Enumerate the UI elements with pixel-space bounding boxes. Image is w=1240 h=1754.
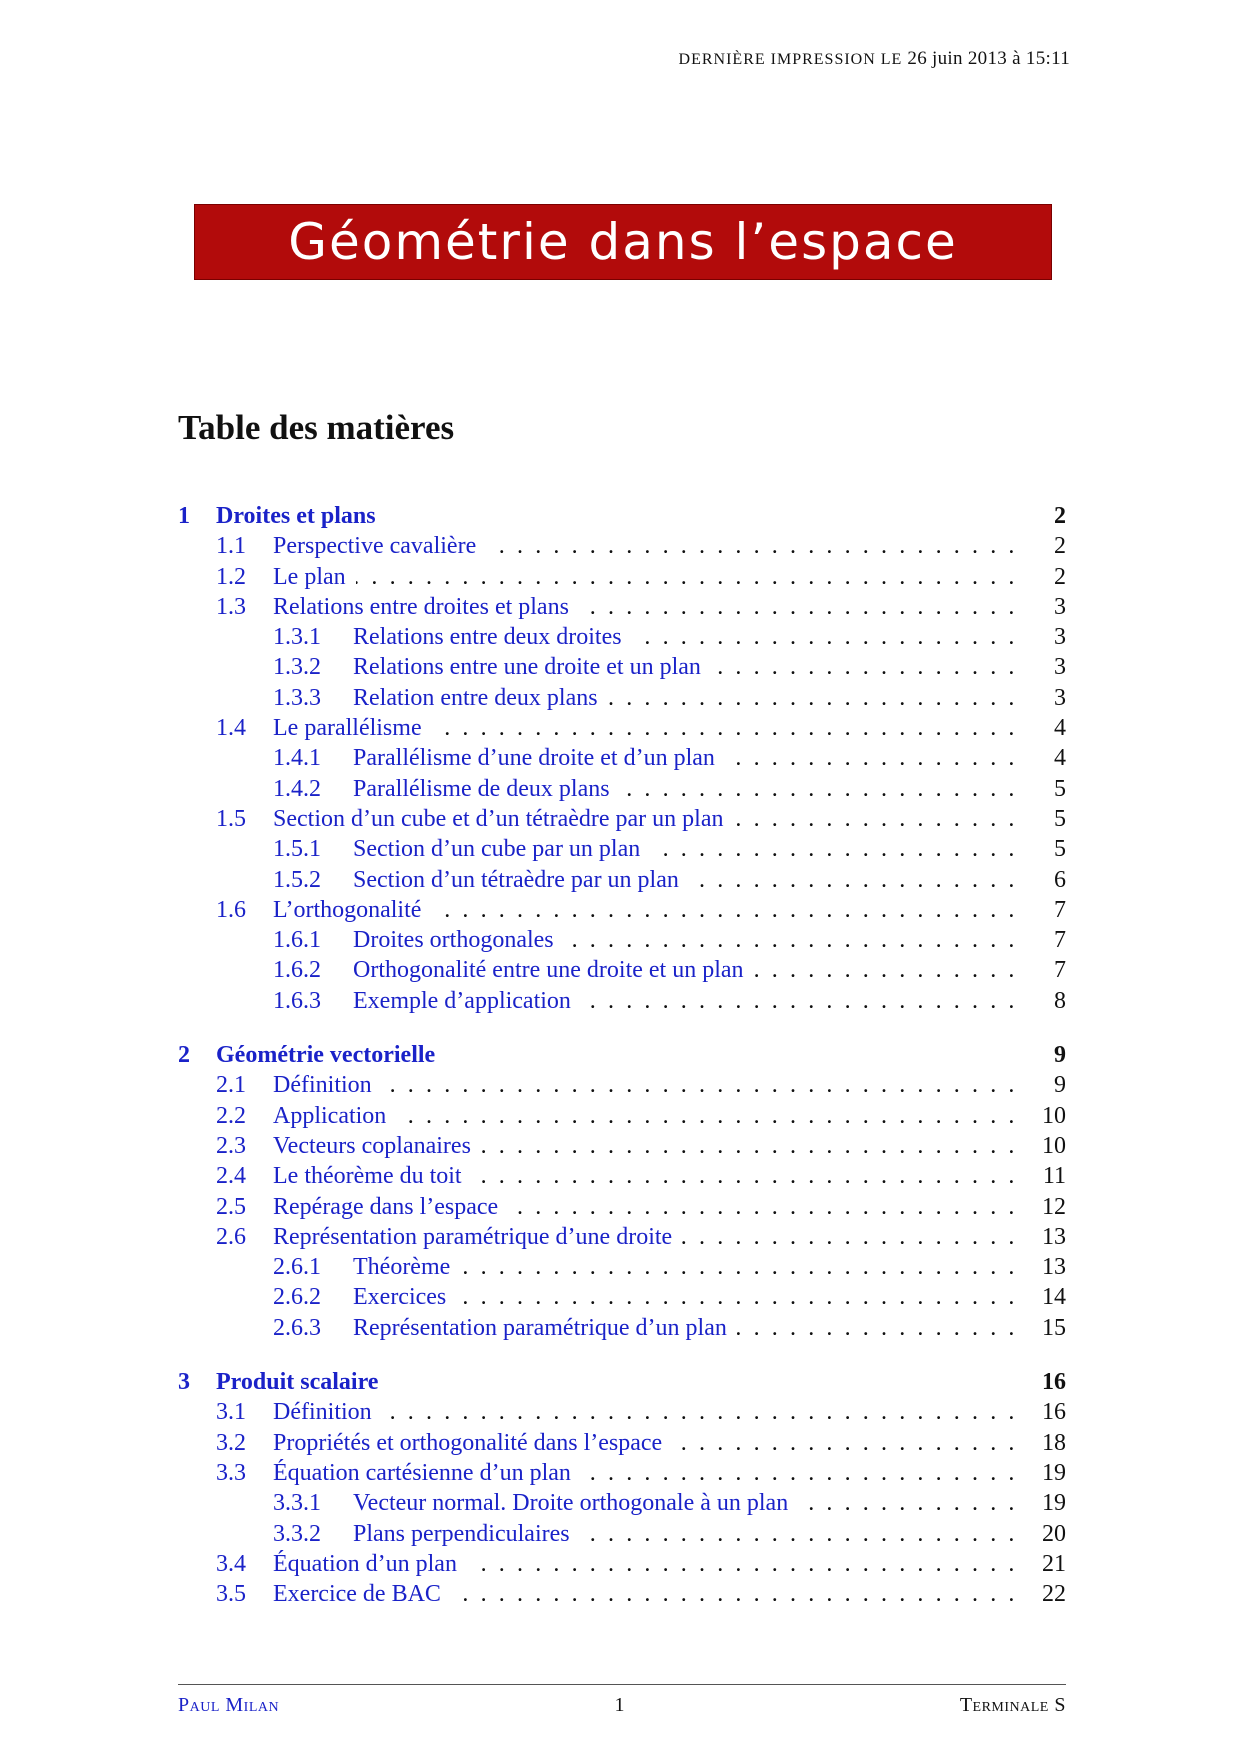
toc-dot-leader: [579, 594, 1016, 621]
toc-entry-title[interactable]: Exemple d’application: [353, 987, 571, 1014]
toc-dot-leader: [472, 1163, 1016, 1190]
document-title-banner: [194, 204, 1052, 280]
toc-section-row[interactable]: [178, 1042, 1066, 1072]
toc-entry-number: 3.3.1: [273, 1490, 321, 1517]
toc-entry-row[interactable]: [178, 1194, 1066, 1224]
toc-dot-leader: [467, 1551, 1016, 1578]
toc-entry-row[interactable]: [178, 533, 1066, 563]
toc-entry-title[interactable]: Définition: [273, 1399, 372, 1426]
toc-entry-number: 2.5: [216, 1193, 246, 1220]
toc-entry-title[interactable]: Parallélisme de deux plans: [353, 775, 610, 802]
toc-page-number: 21: [1042, 1550, 1066, 1577]
toc-dot-leader: [672, 1430, 1016, 1457]
toc-entry-row[interactable]: [178, 1163, 1066, 1193]
toc-entry-row[interactable]: [178, 745, 1066, 775]
toc-entry-number: 1.5.1: [273, 836, 321, 863]
toc-entry-title[interactable]: Définition: [273, 1072, 372, 1099]
toc-page-number: 14: [1042, 1284, 1066, 1311]
toc-entry-number: 2.1: [216, 1072, 246, 1099]
toc-entry-number: 2.2: [216, 1102, 246, 1129]
toc-page-number: 10: [1042, 1132, 1066, 1159]
toc-entry-number: 1.4.2: [273, 775, 321, 802]
toc-entry-number: 2.6.1: [273, 1254, 321, 1281]
toc-page-number: 10: [1042, 1102, 1066, 1129]
toc-entry-row[interactable]: [178, 927, 1066, 957]
toc-entry-row[interactable]: [178, 988, 1066, 1018]
toc-section-row[interactable]: [178, 503, 1066, 533]
toc-entry-row[interactable]: [178, 867, 1066, 897]
toc-entry-row[interactable]: [178, 1399, 1066, 1429]
toc-entry-number: 1.3.1: [273, 624, 321, 651]
toc-entry-title[interactable]: Vecteurs coplanaires: [273, 1132, 471, 1159]
toc-dot-leader: [734, 806, 1017, 833]
toc-dot-leader: [451, 1581, 1016, 1608]
toc-entry-title[interactable]: Relations entre deux droites: [353, 624, 622, 651]
toc-entry-title[interactable]: Perspective cavalière: [273, 533, 477, 560]
table-of-contents: [178, 503, 1066, 1635]
toc-entry-title[interactable]: Droites orthogonales: [353, 927, 554, 954]
toc-page-number: 18: [1042, 1429, 1066, 1456]
toc-dot-leader: [460, 1254, 1016, 1281]
toc-dot-leader: [711, 654, 1016, 681]
toc-page-number: 5: [1054, 805, 1066, 832]
toc-entry-title[interactable]: Produit scalaire: [216, 1369, 379, 1396]
footer-class-name: Terminale S: [959, 1694, 1066, 1716]
toc-page-number: 4: [1054, 715, 1066, 742]
toc-page-number: 22: [1042, 1581, 1066, 1608]
toc-entry-number: 1.6.3: [273, 987, 321, 1014]
toc-page-number: 4: [1054, 745, 1066, 772]
toc-entry-title[interactable]: Le parallélisme: [273, 715, 422, 742]
toc-entry-row[interactable]: [178, 1581, 1066, 1611]
toc-section: [178, 503, 1066, 1018]
toc-entry-number: 2: [178, 1042, 190, 1069]
toc-entry-number: 3.5: [216, 1581, 246, 1608]
toc-entry-row[interactable]: [178, 1551, 1066, 1581]
toc-entry-number: 1.3.2: [273, 654, 321, 681]
toc-entry-number: 2.4: [216, 1163, 246, 1190]
toc-dot-leader: [508, 1194, 1016, 1221]
toc-entry-title[interactable]: Section d’un cube et d’un tétraèdre par un plan: [273, 805, 724, 832]
toc-entry-title[interactable]: Le plan: [273, 563, 346, 590]
toc-entry-number: 1.2: [216, 563, 246, 590]
toc-entry-row[interactable]: [178, 715, 1066, 745]
toc-entry-title[interactable]: Représentation paramétrique d’un plan: [353, 1314, 727, 1341]
toc-entry-number: 1.5: [216, 805, 246, 832]
toc-dot-leader: [481, 1133, 1016, 1160]
toc-entry-row[interactable]: [178, 1521, 1066, 1551]
toc-dot-leader: [396, 1103, 1016, 1130]
toc-dot-leader: [581, 1460, 1016, 1487]
toc-entry-title[interactable]: Relations entre une droite et un plan: [353, 654, 701, 681]
toc-entry-row[interactable]: [178, 1490, 1066, 1520]
toc-entry-number: 1.3.3: [273, 684, 321, 711]
toc-page-number: 8: [1054, 987, 1066, 1014]
toc-entry-row[interactable]: [178, 1224, 1066, 1254]
toc-entry-title[interactable]: Droites et plans: [216, 503, 376, 529]
toc-dot-leader: [798, 1490, 1016, 1517]
footer-author: Paul Milan: [178, 1694, 280, 1716]
toc-entry-title[interactable]: Relations entre droites et plans: [273, 593, 569, 620]
toc-entry-number: 1.5.2: [273, 866, 321, 893]
page-footer: [178, 1694, 1066, 1717]
toc-page-number: 5: [1054, 775, 1066, 802]
toc-entry-number: 1.4: [216, 715, 246, 742]
toc-entry-row[interactable]: [178, 564, 1066, 594]
toc-dot-leader: [682, 1224, 1016, 1251]
toc-section: [178, 1042, 1066, 1345]
toc-entry-row[interactable]: [178, 624, 1066, 654]
toc-dot-leader: [620, 776, 1016, 803]
toc-dot-leader: [737, 1315, 1016, 1342]
toc-entry-row[interactable]: [178, 1103, 1066, 1133]
toc-entry-title[interactable]: Section d’un tétraèdre par un plan: [353, 866, 679, 893]
toc-entry-number: 3.2: [216, 1429, 246, 1456]
toc-heading: Table des matières: [178, 408, 455, 447]
toc-page-number: 19: [1042, 1459, 1066, 1486]
toc-entry-title[interactable]: Relation entre deux plans: [353, 684, 598, 711]
toc-page-number: 7: [1054, 957, 1066, 984]
toc-entry-number: 3.4: [216, 1550, 246, 1577]
toc-dot-leader: [581, 988, 1016, 1015]
toc-entry-number: 2.6.3: [273, 1314, 321, 1341]
toc-page-number: 3: [1054, 684, 1066, 711]
toc-entry-title[interactable]: Exercice de BAC: [273, 1581, 441, 1608]
toc-entry-row[interactable]: [178, 1460, 1066, 1490]
toc-page-number: 3: [1054, 593, 1066, 620]
toc-page-number: 5: [1054, 836, 1066, 863]
toc-entry-number: 1.6: [216, 896, 246, 923]
toc-entry-title[interactable]: Théorème: [353, 1254, 451, 1281]
toc-entry-title[interactable]: Équation d’un plan: [273, 1550, 457, 1577]
toc-entry-title[interactable]: Repérage dans l’espace: [273, 1193, 499, 1220]
toc-page-number: 16: [1042, 1399, 1066, 1426]
toc-page-number: 9: [1054, 1042, 1066, 1069]
toc-page-number: 2: [1054, 503, 1066, 529]
toc-entry-row[interactable]: [178, 1133, 1066, 1163]
toc-page-number: 3: [1054, 654, 1066, 681]
toc-page-number: 16: [1042, 1369, 1066, 1396]
toc-entry-number: 1.6.1: [273, 927, 321, 954]
footer-page-number: 1: [614, 1694, 625, 1716]
toc-dot-leader: [356, 564, 1016, 591]
toc-entry-title[interactable]: Section d’un cube par un plan: [353, 836, 641, 863]
toc-dot-leader: [754, 957, 1016, 984]
toc-entry-number: 3.3.2: [273, 1520, 321, 1547]
toc-page-number: 7: [1054, 927, 1066, 954]
toc-entry-number: 2.3: [216, 1132, 246, 1159]
toc-entry-row[interactable]: [178, 594, 1066, 624]
print-time-value: 15:11: [1025, 48, 1070, 69]
toc-page-number: 15: [1042, 1314, 1066, 1341]
toc-entry-row[interactable]: [178, 1315, 1066, 1345]
toc-dot-leader: [456, 1284, 1016, 1311]
toc-entry-row[interactable]: [178, 1284, 1066, 1314]
toc-page-number: 13: [1042, 1223, 1066, 1250]
toc-entry-number: 2.6: [216, 1223, 246, 1250]
toc-entry-row[interactable]: [178, 1430, 1066, 1460]
toc-entry-title[interactable]: Parallélisme d’une droite et d’un plan: [353, 745, 715, 772]
print-date-value: 26 juin 2013: [907, 48, 1008, 69]
toc-entry-number: 3: [178, 1369, 190, 1396]
toc-entry-row[interactable]: [178, 1072, 1066, 1102]
toc-entry-row[interactable]: [178, 836, 1066, 866]
toc-page-number: 11: [1042, 1163, 1066, 1190]
print-date-label: DERNIÈRE IMPRESSION LE: [678, 51, 903, 68]
toc-entry-title[interactable]: L’orthogonalité: [273, 896, 422, 923]
toc-entry-number: 1.3: [216, 593, 246, 620]
toc-page-number: 2: [1054, 563, 1066, 590]
toc-section-row[interactable]: [178, 1369, 1066, 1399]
toc-entry-title[interactable]: Vecteur normal. Droite orthogonale à un plan: [353, 1490, 789, 1517]
document-title: Géométrie dans l’espace: [288, 213, 958, 271]
toc-page-number: 2: [1054, 533, 1066, 560]
toc-entry-title[interactable]: Plans perpendiculaires: [353, 1520, 570, 1547]
toc-dot-leader: [725, 745, 1016, 772]
footer-divider: [178, 1684, 1066, 1685]
toc-entry-title[interactable]: Exercices: [353, 1284, 447, 1311]
print-date-separator: à: [1012, 48, 1021, 69]
toc-entry-title[interactable]: Propriétés et orthogonalité dans l’espace: [273, 1429, 663, 1456]
toc-entry-title[interactable]: Représentation paramétrique d’une droite: [273, 1223, 673, 1250]
toc-page-number: 9: [1054, 1072, 1066, 1099]
toc-dot-leader: [431, 897, 1016, 924]
toc-page-number: 13: [1042, 1254, 1066, 1281]
toc-page-number: 19: [1042, 1490, 1066, 1517]
toc-page-number: 12: [1042, 1193, 1066, 1220]
toc-dot-leader: [564, 927, 1016, 954]
toc-entry-number: 1.1: [216, 533, 246, 560]
toc-dot-leader: [382, 1399, 1016, 1426]
toc-entry-title[interactable]: Application: [273, 1102, 387, 1129]
toc-entry-title[interactable]: Orthogonalité entre une droite et un plan: [353, 957, 744, 984]
toc-dot-leader: [689, 867, 1016, 894]
toc-section: [178, 1369, 1066, 1611]
toc-entry-row[interactable]: [178, 654, 1066, 684]
toc-entry-number: 1: [178, 503, 190, 529]
toc-dot-leader: [580, 1521, 1016, 1548]
toc-page-number: 7: [1054, 896, 1066, 923]
toc-dot-leader: [486, 533, 1016, 560]
toc-entry-number: 2.6.2: [273, 1284, 321, 1311]
toc-dot-leader: [632, 624, 1016, 651]
toc-entry-title[interactable]: Géométrie vectorielle: [216, 1042, 436, 1069]
toc-entry-row[interactable]: [178, 957, 1066, 987]
toc-dot-leader: [382, 1072, 1016, 1099]
toc-entry-row[interactable]: [178, 897, 1066, 927]
toc-dot-leader: [650, 836, 1016, 863]
toc-entry-number: 3.3: [216, 1459, 246, 1486]
toc-page-number: 6: [1054, 866, 1066, 893]
toc-entry-row[interactable]: [178, 776, 1066, 806]
toc-entry-number: 3.1: [216, 1399, 246, 1426]
toc-page-number: 20: [1042, 1520, 1066, 1547]
toc-entry-title[interactable]: Le théorème du toit: [273, 1163, 462, 1190]
toc-dot-leader: [432, 715, 1016, 742]
toc-entry-number: 1.6.2: [273, 957, 321, 984]
toc-entry-row[interactable]: [178, 685, 1066, 715]
print-date: [679, 48, 1070, 70]
toc-dot-leader: [608, 685, 1016, 712]
toc-entry-title[interactable]: Équation cartésienne d’un plan: [273, 1459, 571, 1486]
toc-entry-row[interactable]: [178, 1254, 1066, 1284]
toc-page-number: 3: [1054, 624, 1066, 651]
toc-entry-row[interactable]: [178, 806, 1066, 836]
toc-entry-number: 1.4.1: [273, 745, 321, 772]
